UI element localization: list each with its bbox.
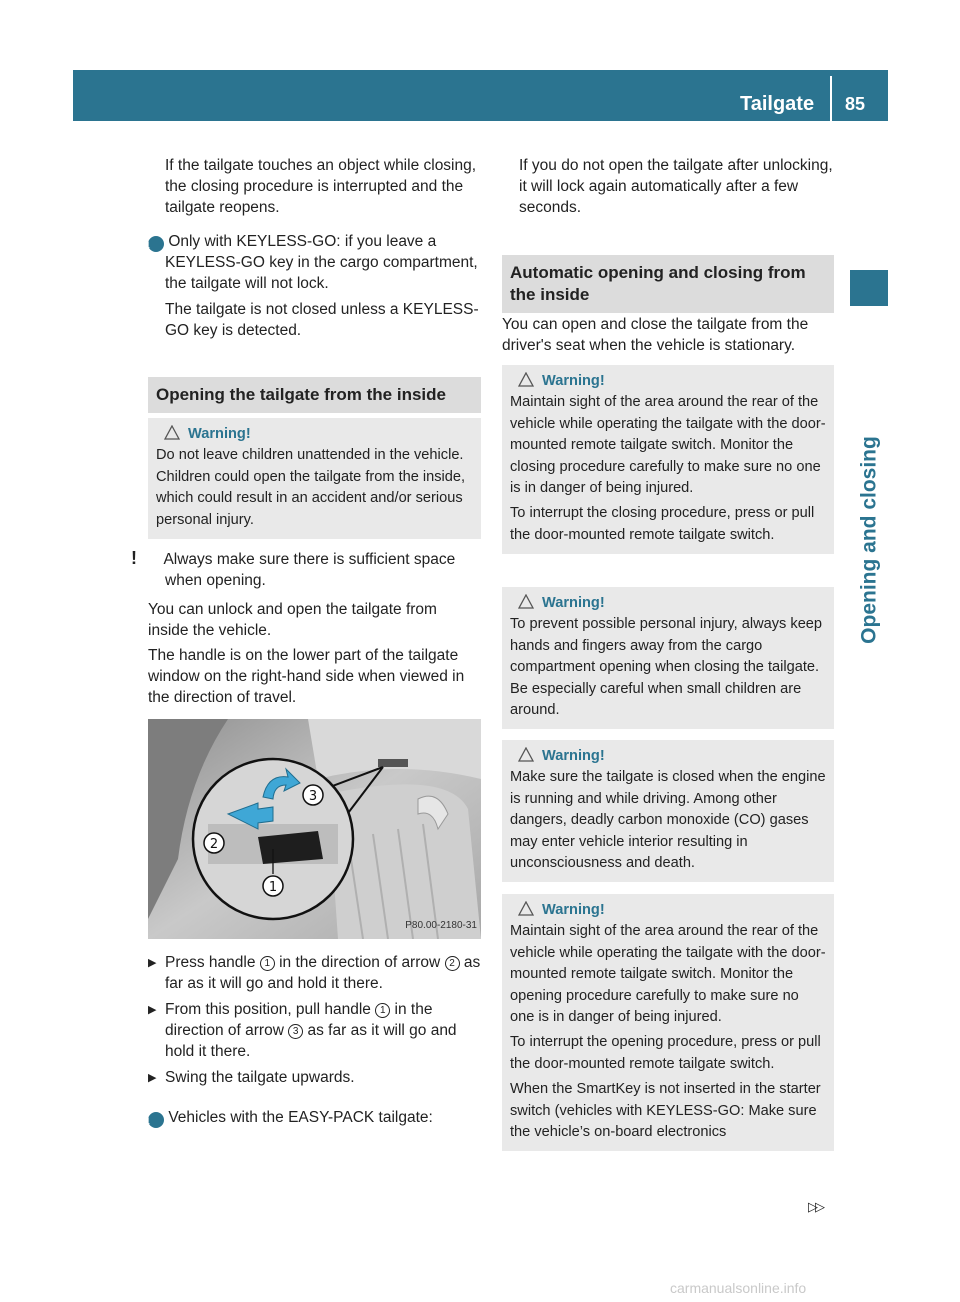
info-note bbox=[145, 231, 481, 341]
warning-box bbox=[502, 894, 834, 1151]
interior-illustration bbox=[148, 719, 481, 939]
warning-title: Warning! bbox=[510, 593, 826, 614]
info-icon: i bbox=[148, 236, 164, 252]
list-item: ▶ Press handle 1 in the direction of arrow 2 as far as it will go and hold it there. bbox=[148, 954, 481, 992]
caution-note: ! Always make sure there is sufficient space when opening. bbox=[131, 548, 456, 589]
warning-text: To interrupt the opening procedure, press or pull the door-mounted remote tailgate switch. bbox=[510, 1034, 821, 1072]
warning-triangle-icon bbox=[518, 747, 534, 762]
step-arrow-icon: ▶ bbox=[148, 1004, 157, 1016]
paragraph: The handle is on the lower part of the tailgate window on the right-hand side when viewed in the direction of travel. bbox=[148, 647, 465, 706]
figure-callout: 2 bbox=[209, 837, 219, 852]
warning-box bbox=[502, 365, 834, 554]
info-icon: i bbox=[148, 1112, 164, 1128]
section-heading: Automatic opening and closing from the inside bbox=[502, 255, 834, 313]
page-section-title: Tailgate bbox=[740, 93, 815, 115]
step-list bbox=[148, 952, 481, 1089]
tailgate-handle-figure bbox=[148, 719, 481, 939]
warning-title: Warning! bbox=[510, 371, 826, 392]
warning-triangle-icon bbox=[164, 425, 180, 440]
chapter-tab-label: Opening and closing bbox=[857, 436, 881, 644]
warning-box bbox=[502, 740, 834, 882]
warning-text: Maintain sight of the area around the rear of the vehicle while operating the tailgate with the door-mounted remote tailgate switch. Monitor the closing procedure carefully to make sure no one is in danger of being injured. bbox=[510, 394, 826, 497]
warning-box bbox=[148, 418, 481, 539]
warning-text: Do not leave children unattended in the vehicle. Children could open the tailgate from the inside, which could result in an accident and/or serious personal injury. bbox=[156, 447, 466, 528]
section-heading: Opening the tailgate from the inside bbox=[148, 377, 481, 413]
warning-title: Warning! bbox=[510, 746, 826, 767]
exclamation-icon: ! bbox=[131, 548, 137, 568]
callout-number: 3 bbox=[288, 1024, 303, 1039]
warning-text: Make sure the tailgate is closed when the engine is running and while driving. Among other dangers, deadly carbon monoxide (CO) gases may enter vehicle interior resulting in unconsciousness and death. bbox=[510, 769, 826, 872]
page-number: 85 bbox=[845, 94, 866, 114]
figure-callout: 1 bbox=[268, 880, 278, 895]
header-divider bbox=[830, 76, 832, 121]
watermark: carmanualsonline.info bbox=[670, 1280, 807, 1296]
figure-callout: 3 bbox=[308, 789, 318, 804]
callout-number: 2 bbox=[445, 956, 460, 971]
step-arrow-icon: ▶ bbox=[148, 1072, 157, 1084]
paragraph: You can unlock and open the tailgate from inside the vehicle. bbox=[148, 601, 437, 639]
paragraph: If you do not open the tailgate after unlocking, it will lock again automatically after a few seconds. bbox=[519, 157, 833, 216]
paragraph: You can open and close the tailgate from the driver's seat when the vehicle is stationary. bbox=[502, 316, 809, 354]
step-arrow-icon: ▶ bbox=[148, 957, 157, 969]
callout-number: 1 bbox=[260, 956, 275, 971]
warning-triangle-icon bbox=[518, 594, 534, 609]
warning-triangle-icon bbox=[518, 901, 534, 916]
paragraph: The tailgate is not closed unless a KEYLESS-GO key is detected. bbox=[165, 301, 479, 339]
figure-caption: P80.00-2180-31 bbox=[405, 920, 477, 931]
warning-box bbox=[502, 587, 834, 729]
paragraph: If the tailgate touches an object while closing, the closing procedure is interrupted and the tailgate reopens. bbox=[165, 157, 477, 216]
warning-title: Warning! bbox=[156, 424, 473, 445]
warning-triangle-icon bbox=[518, 372, 534, 387]
info-note: i Vehicles with the EASY-PACK tailgate: bbox=[145, 1109, 433, 1127]
warning-text: To prevent possible personal injury, always keep hands and fingers away from the cargo compartment opening when closing the tailgate. Be especially careful when small children are around. bbox=[510, 616, 823, 719]
info-text: Only with KEYLESS-GO: if you leave a KEYLESS-GO key in the cargo compartment, the tailgate will not lock. bbox=[165, 233, 478, 292]
warning-text: To interrupt the closing procedure, press or pull the door-mounted remote tailgate switch. bbox=[510, 505, 815, 543]
continue-marker-icon: ▷▷ bbox=[808, 1199, 822, 1214]
chapter-tab-marker bbox=[850, 270, 888, 306]
callout-number: 1 bbox=[375, 1003, 390, 1018]
warning-title: Warning! bbox=[510, 900, 826, 921]
warning-text: Maintain sight of the area around the rear of the vehicle while operating the tailgate with the door-mounted remote tailgate switch. Monitor the opening procedure carefully to make sure no one is in danger of being injured. bbox=[510, 923, 826, 1026]
warning-text: When the SmartKey is not inserted in the starter switch (vehicles with KEYLESS-GO: Make sure the vehicle’s on-board electronics bbox=[510, 1081, 821, 1141]
list-item: ▶ Swing the tailgate upwards. bbox=[148, 1067, 481, 1089]
list-item: ▶ From this position, pull handle 1 in the direction of arrow 3 as far as it will go and hold it there. bbox=[148, 1001, 457, 1060]
